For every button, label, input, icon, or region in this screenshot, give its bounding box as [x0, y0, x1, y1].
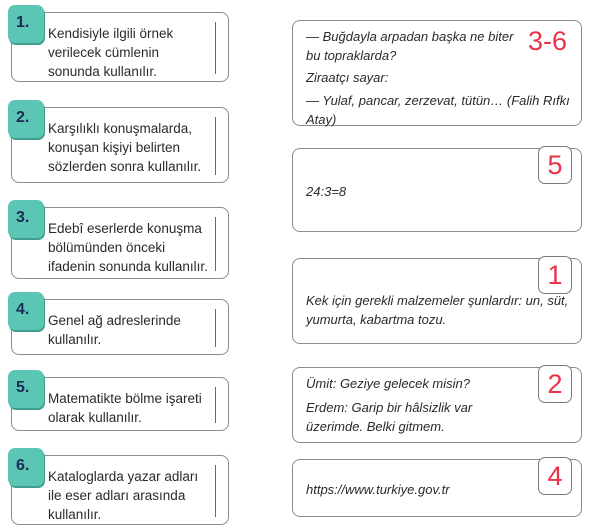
example-text	[306, 182, 571, 201]
example-line: https://www.turkiye.gov.tr	[306, 482, 450, 497]
divider-line	[215, 309, 216, 347]
rule-text: Karşılıklı konuşmalarda, konuşan kişiyi belirten sözlerden sonra kullanılır.	[48, 121, 202, 174]
rule-card-5	[11, 377, 229, 431]
example-text	[306, 480, 571, 499]
rule-text: Edebî eserlerde konuşma bölümünden önceki ifadenin sonunda kullanılır.	[48, 221, 208, 274]
example-text-continued	[306, 91, 571, 129]
example-line: Ziraatçı sayar:	[306, 70, 389, 85]
rule-card-1	[11, 12, 229, 82]
example-card-5	[292, 459, 582, 517]
example-text	[306, 374, 571, 436]
example-line: Kek için gerekli malzemeler şunlardır: un, süt, yumurta, kabartma tozu.	[306, 293, 569, 327]
example-text	[306, 291, 571, 329]
example-card-4	[292, 367, 582, 443]
example-line: 24:3=8	[306, 184, 347, 199]
answer-text: 3-6	[527, 26, 567, 56]
rule-card-4	[11, 299, 229, 355]
example-line: Erdem: Garip bir hâlsizlik var üzerimde. Belki gitmem.	[306, 400, 473, 434]
rule-text: Kendisiyle ilgili örnek verilecek cümlenin sonunda kullanılır.	[48, 26, 174, 79]
divider-line	[215, 387, 216, 423]
answer-box: 5	[538, 146, 572, 184]
rule-text: Genel ağ adreslerinde kullanılır.	[48, 313, 181, 347]
answer-box: 2	[538, 365, 572, 403]
example-line: Ümit: Geziye gelecek misin?	[306, 376, 470, 391]
divider-line	[215, 117, 216, 175]
rule-card-2	[11, 107, 229, 183]
number-badge: 1.	[8, 5, 44, 43]
rule-card-6	[11, 455, 229, 525]
divider-line	[215, 22, 216, 74]
example-text	[306, 27, 517, 87]
example-line: — Yulaf, pancar, zerzevat, tütün… (Falih Rıfkı Atay)	[306, 93, 570, 127]
rule-card-3	[11, 207, 229, 279]
rule-text: Matematikte bölme işareti olarak kullanılır.	[48, 391, 202, 425]
divider-line	[215, 217, 216, 271]
answer-box: 1	[538, 256, 572, 294]
number-badge: 3.	[8, 200, 44, 238]
example-card-2	[292, 148, 582, 232]
number-badge: 6.	[8, 448, 44, 486]
answer-box: 4	[538, 457, 572, 495]
example-card-1	[292, 20, 582, 126]
number-badge: 5.	[8, 370, 44, 408]
divider-line	[215, 465, 216, 517]
example-line: — Buğdayla arpadan başka ne biter bu topraklarda?	[306, 29, 514, 63]
number-badge: 4.	[8, 292, 44, 330]
rule-text: Kataloglarda yazar adları ile eser adları arasında kullanılır.	[48, 469, 199, 522]
example-card-3	[292, 258, 582, 344]
number-badge: 2.	[8, 100, 44, 138]
